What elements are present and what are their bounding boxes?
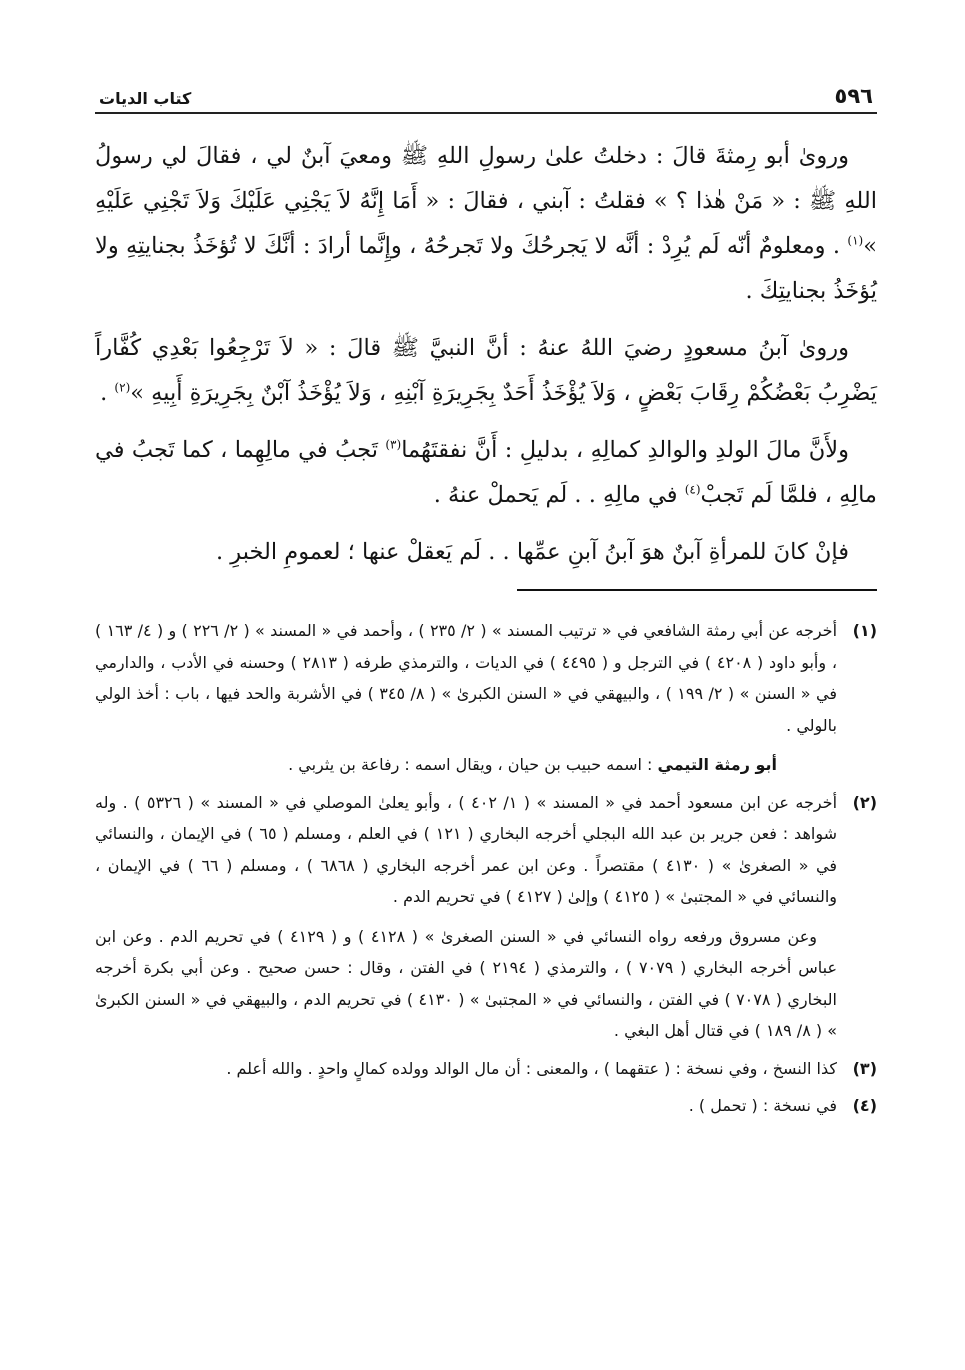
footnote-note xyxy=(95,749,837,781)
book-page xyxy=(95,78,877,1368)
footnote-number: (٣) xyxy=(852,1058,877,1078)
footnote-text: وعن مسروق ورفعه رواه النسائي في « السنن الصغرىٰ » ( ٤١٢٨ ) و ( ٤١٢٩ ) في تحريم الدم . وعن ابن عباس أخرجه البخاري ( ٧٠٧٩ ) ، والترمذي ( ٢١٩٤ ) في الفتن ، وقال : حسن صحيح . وعن أبي بكرة أخرجه البخاري ( ٧٠٧٨ ) في الفتن ، والنسائي في « المجتبىٰ » ( ٤١٣٠ ) في تحريم الدم ، والبيهقي في « السنن الكبرىٰ » ( ٨/ ١٨٩ ) في قتال أهل البغي . xyxy=(95,926,838,1040)
note-text: : اسمه حبيب بن حيان ، ويقال اسمه : رفاعة بن يثربي . xyxy=(288,755,658,774)
footnote-number: (١) xyxy=(852,621,877,640)
footnote-ref[interactable]: (٢) xyxy=(114,380,131,395)
page-header xyxy=(95,78,877,114)
footnote-1 xyxy=(95,615,877,781)
footnote-text: كذا النسخ ، وفي نسخة : ( عتقهما ) ، والمعنى : أن مال الوالد وولده كمالٍ واحدٍ . والله أعلم . xyxy=(226,1058,837,1078)
footnote-ref[interactable]: (٣) xyxy=(385,437,402,452)
page-number: ٥٩٦ xyxy=(834,84,873,108)
paragraph-3: ولأَنَّ مالَ الولدِ والوالدِ كمالِهِ ، بدليلِ : أَنَّ نفقتَهُما$^{(٣)}$ تَجبُ في مالِهِما ، كما تَجبُ في مالِهِ ، فلمَّا لَم تَجبْ$^{(٤)}$ في مالِهِ . . لَم يَحملْ عنهُ . xyxy=(95,437,877,508)
footnotes xyxy=(95,615,877,1122)
paragraph-1: ورویٰ أبو رِمثةَ قالَ : دخلتُ علیٰ رسولِ اللهِ ﷺ ومعيَ آبنٌ لي ، فقالَ لي رسولُ اللهِ ﷺ : « مَنْ هٰذا ؟ » فقلتُ : آبني ، فقالَ : « أَمَا إِنَّهُ لاَ يَجْنِي عَلَيْكَ وَلاَ تَجْنِي عَلَيْهِ »$^{(١)}$ . ومعلومٌ أنّه لَم يُرِدْ : أنَّه لا يَجرحُكَ ولا تَجرحُهُ ، وإِنَّما أرادَ : أنَّكَ لا تُؤخَذُ بجنايتِهِ ولا يُؤخَذُ بجنايتِكَ . xyxy=(95,143,877,304)
footnote-text: أخرجه عن ابن مسعود أحمد في « المسند » ( ١/ ٤٠٢ ) ، وأبو يعلىٰ الموصلي في « المسند » ( ٥٣٢٦ ) . وله شواهد : فعن جرير بن عبد الله البجلي أخرجه البخاري ( ١٢١ ) في العلم ، ومسلم ( ٦٥ ) في الإيمان ، والنسائي في « الصغرىٰ » ( ٤١٣٠ ) مقتصراً . وعن ابن عمر أخرجه البخاري ( ٦٨٦٨ ) ، ومسلم ( ٦٦ ) في الإيمان ، والنسائي في « المجتبىٰ » ( ٤١٢٥ ) وإلىٰ ( ٤١٢٧ ) في تحريم الدم . xyxy=(95,792,838,906)
note-label: أبو رمثة التيمي xyxy=(657,755,777,774)
footnote-text: في نسخة : ( تحمل ) . xyxy=(688,1096,837,1115)
footnote-4 xyxy=(95,1090,877,1122)
book-title: كتاب الديات xyxy=(99,89,192,108)
footnote-3 xyxy=(95,1053,877,1085)
footnote-text: أخرجه عن أبي رمثة الشافعي في « ترتيب المسند » ( ٢/ ٢٣٥ ) ، وأحمد في « المسند » ( ٢/ ٢٢٦ ) و ( ٤/ ١٦٣ ) ، وأبو داود ( ٤٢٠٨ ) في الترجل و ( ٤٤٩٥ ) في الديات ، والترمذي طرفه ( ٢٨١٣ ) وحسنه في الأدب ، والدارمي في « السنن » ( ٢/ ١٩٩ ) ، والبيهقي في « السنن الكبرىٰ » ( ٨/ ٣٤٥ ) في الأشربة والحد فيها ، باب : أخذ الولي بالولي . xyxy=(95,621,838,735)
footnote-2 xyxy=(95,787,877,1047)
footnote-separator xyxy=(517,589,877,591)
footnote-number: (٢) xyxy=(852,792,877,812)
paragraph-4: فإنْ كانَ للمرأةِ آبنٌ هوَ آبنُ آبنِ عمِّها . . لَم يَعقلْ عنها ؛ لعمومِ الخبرِ . xyxy=(215,539,849,565)
paragraph-2: وروىٰ آبنُ مسعودٍ رضيَ اللهُ عنهُ : أنَّ النبيَّ ﷺ قالَ : « لاَ تَرْجِعُوا بَعْدِي كُفَّاراً يَضْرِبُ بَعْضُكُمْ رِقَابَ بَعْضٍ ، وَلاَ يُؤْخَذُ أَحَدٌ بِجَرِيرَةِ آبْنِهِ ، وَلاَ يُؤْخَذُ آبْنٌ بِجَرِيرَةِ أَبِيهِ »$^{(٢)}$ . xyxy=(95,335,877,406)
footnote-ref[interactable]: (٤) xyxy=(684,482,701,497)
footnote-ref[interactable]: (١) xyxy=(847,233,864,248)
main-text xyxy=(95,134,877,575)
footnote-number: (٤) xyxy=(852,1096,877,1115)
